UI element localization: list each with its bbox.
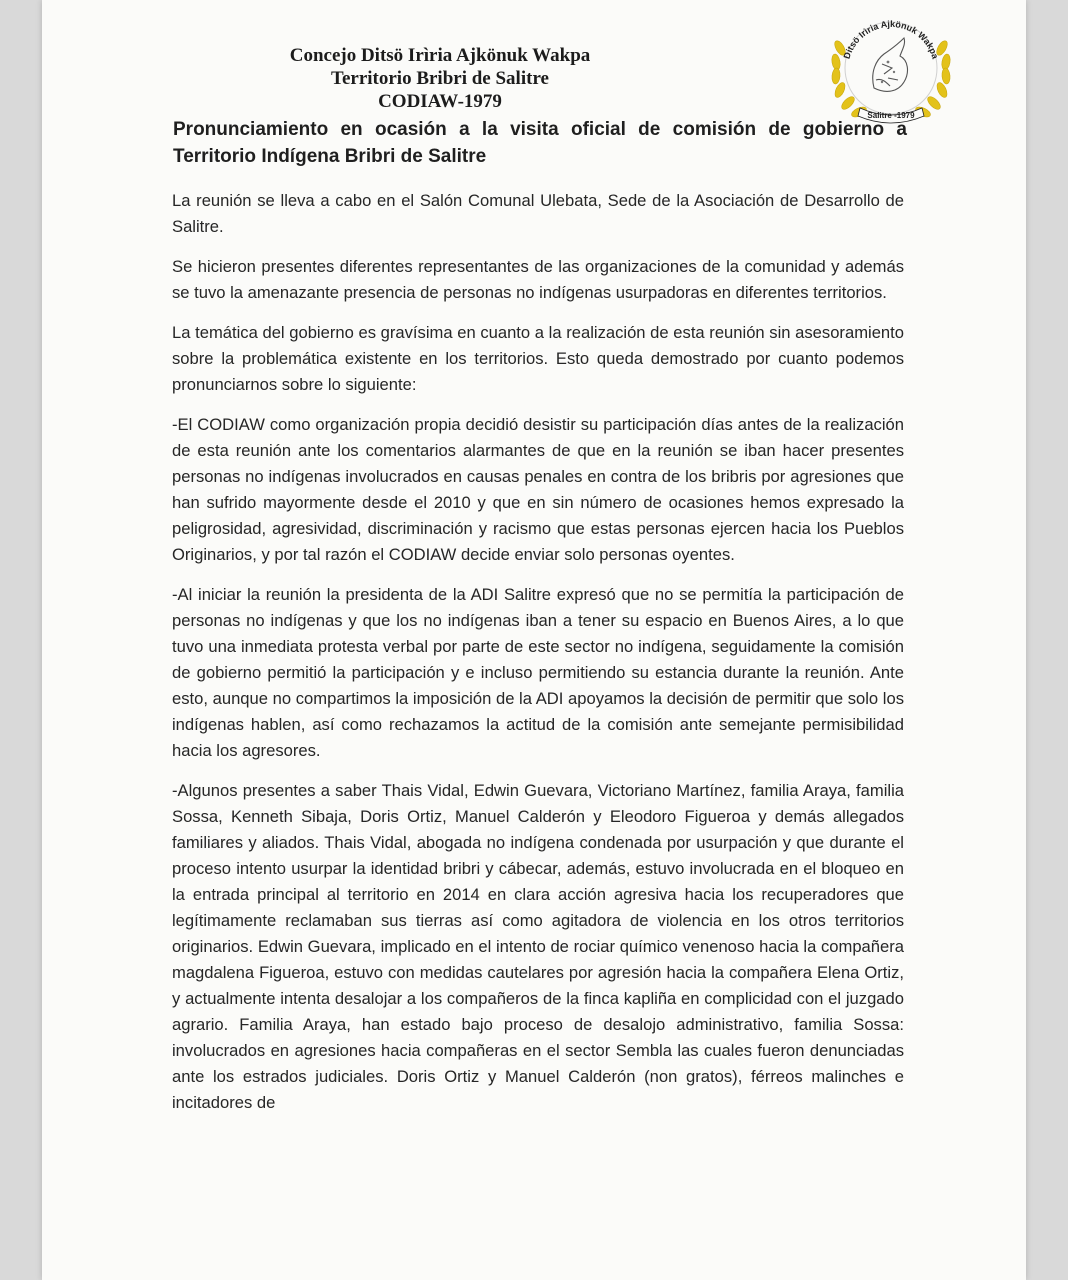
header-organization-code: CODIAW-1979 (378, 91, 502, 112)
paragraph-meeting-start: -Al iniciar la reunión la presidenta de la ADI Salitre expresó que no se permitía la participación de personas no indígenas y que los no indígenas iban a tener su espacio en Buenos Aires, a lo que tuvo una inmediata protesta verbal por parte de este sector no indígena, seguidamente la comisión de gobierno permitió la participación y e incluso permitiendo su estancia durante la reunión. Ante esto, aunque no compartimos la imposición de la ADI apoyamos la decisión de permitir que solo los indígenas hablen, así como rechazamos la actitud de la comisión ante semejante permisibilidad hacia los agresores. (172, 585, 904, 760)
document-title: Pronunciamiento en ocasión a la visita oficial de comisión de gobierno a Territorio Indígena Bribri de Salitre (173, 119, 907, 167)
seal-top-text: Ditsö Irìria Ajkönuk Wakpa (841, 18, 941, 61)
header-territory-name: Territorio Bribri de Salitre (331, 68, 549, 89)
paragraph-government-theme: La temática del gobierno es gravísima en cuanto a la realización de esta reunión sin asesoramiento sobre la problemática existente en los territorios. Esto queda demostrado por cuanto podemos pronunciarnos sobre lo siguiente: (172, 323, 904, 394)
paragraph-meeting-location: La reunión se lleva a cabo en el Salón Comunal Ulebata, Sede de la Asociación de Desarrollo de Salitre. (172, 191, 904, 236)
header-organization-name: Concejo Ditsö Irìria Ajkönuk Wakpa (289, 45, 591, 66)
codiaw-seal-icon (826, 8, 956, 132)
document-header (230, 44, 650, 113)
svg-text:Ditsö Irìria Ajkönuk Wakpa (842, 19, 941, 61)
paragraph-named-persons: -Algunos presentes a saber Thais Vidal, Edwin Guevara, Victoriano Martínez, familia Araya, familia Sossa, Kenneth Sibaja, Doris Ortiz, Manuel Calderón y Eleodoro Figueroa y demás allegados familiares y aliados. Thais Vidal, abogada no indígena condenada por usurpación y que durante el proceso intento usurpar la identidad bribri y cábecar, además, estuvo involucrada en el bloqueo en la entrada principal al territorio en 2014 en clara acción agresiva hacia los recuperadores que legítimamente reclamaban sus tierras así como agitadora de violencia en los otros territorios originarios. Edwin Guevara, implicado en el intento de rociar químico venenoso hacia la compañera magdalena Figueroa, estuvo con medidas cautelares por agresión hacia la compañera Elena Ortiz, y actualmente intenta desalojar a los compañeros de la finca kapliña en complicidad con el juzgado agrario. Familia Araya, han estado bajo proceso de desalojo administrativo, familia Sossa: involucrados en agresiones hacia compañeras en el sector Sembla las cuales fueron denunciadas ante los estrados judiciales. Doris Ortiz y Manuel Calderón (non gratos), férreos malinches e incitadores de (172, 781, 904, 1112)
document-body (172, 188, 904, 1130)
seal-bottom-text: Salitre -1979 (867, 111, 915, 120)
paragraph-codiaw-decision: -El CODIAW como organización propia decidió desistir su participación días antes de la realización de esta reunión ante los comentarios alarmantes de que en la reunión se iban hacer presentes personas no indígenas involucrados en causas penales en contra de los bribris por agresiones que han sufrido mayormente desde el 2010 y que en sin número de ocasiones hemos expresado la peligrosidad, agresividad, discriminación y racismo que estas personas ejercen hacia los Pueblos Originarios, y por tal razón el CODIAW decide enviar solo personas oyentes. (172, 415, 904, 564)
paragraph-attendees: Se hicieron presentes diferentes representantes de las organizaciones de la comunidad y además se tuvo la amenazante presencia de personas no indígenas usurpadoras en diferentes territorios. (172, 257, 904, 302)
